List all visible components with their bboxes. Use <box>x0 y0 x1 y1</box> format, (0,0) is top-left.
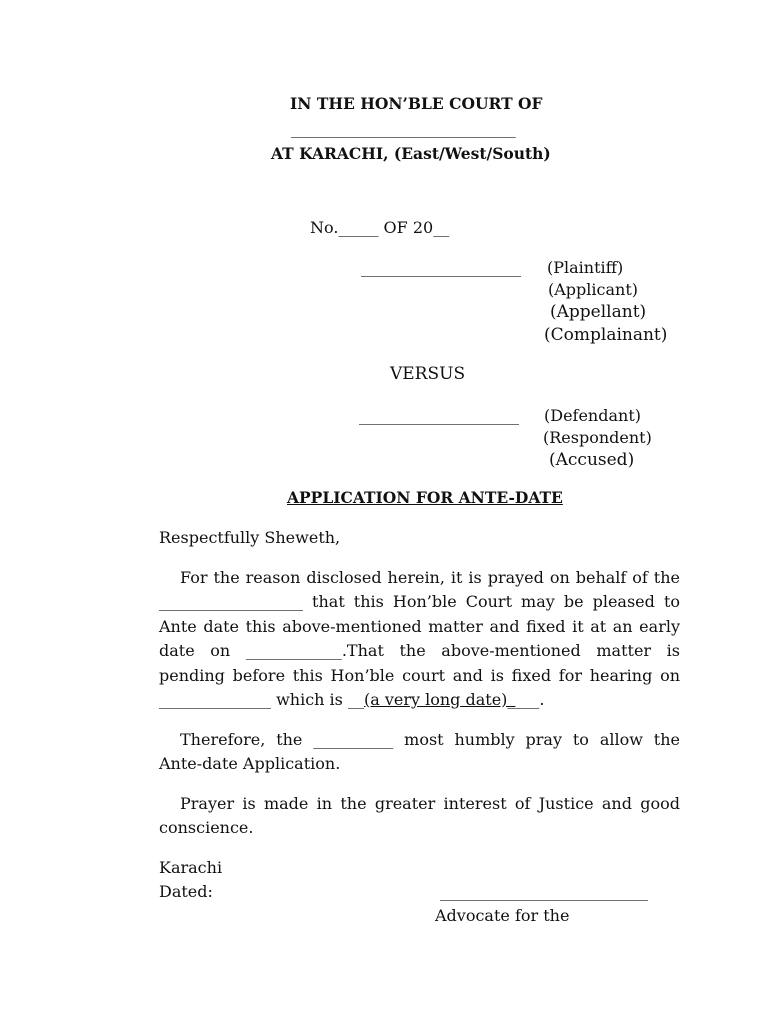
role-complainant: (Complainant) <box>544 325 668 345</box>
versus-label: VERSUS <box>390 364 466 384</box>
paragraph-1 <box>159 566 680 712</box>
role-defendant: (Defendant) <box>544 406 641 425</box>
paragraph-3 <box>159 792 680 841</box>
signature-line: __________________________ <box>440 882 648 901</box>
court-name-blank: _____________________________ <box>291 120 516 138</box>
court-city: AT KARACHI, (East/West/South) <box>271 144 551 163</box>
long-date-placeholder: (a very long date)_ <box>363 690 516 710</box>
paragraph-2-text: Therefore, the __________ most humbly pray to allow the Ante-date Application. <box>159 730 680 774</box>
role-applicant: (Applicant) <box>548 280 638 299</box>
paragraph-3-text: Prayer is made in the greater interest of Justice and good conscience. <box>159 794 680 838</box>
advocate-label: Advocate for the <box>435 906 570 925</box>
paragraph-1-text: For the reason disclosed herein, it is prayed on behalf of the __________________ that this Hon’ble Court may be pleased to Ante date this above-mentioned matter and fixed it at an early date on ____________.That the above-mentioned matter is pending before this Hon’ble court and is fixed for hearing on ______________ which is __ <box>159 568 680 710</box>
role-appellant: (Appellant) <box>550 302 647 322</box>
role-plaintiff: (Plaintiff) <box>547 258 624 277</box>
paragraph-1-end: ___. <box>515 690 545 710</box>
place-label: Karachi <box>159 858 223 877</box>
plaintiff-name-blank: ____________________ <box>361 258 521 277</box>
application-title: APPLICATION FOR ANTE-DATE <box>287 488 563 507</box>
paragraph-2 <box>159 728 680 777</box>
salutation: Respectfully Sheweth, <box>159 528 341 547</box>
case-number: No._____ OF 20__ <box>310 218 450 237</box>
court-heading: IN THE HON’BLE COURT OF <box>290 94 543 113</box>
role-respondent: (Respondent) <box>543 428 652 447</box>
dated-label: Dated: <box>159 882 213 901</box>
role-accused: (Accused) <box>549 450 635 470</box>
defendant-name-blank: ____________________ <box>359 406 519 425</box>
